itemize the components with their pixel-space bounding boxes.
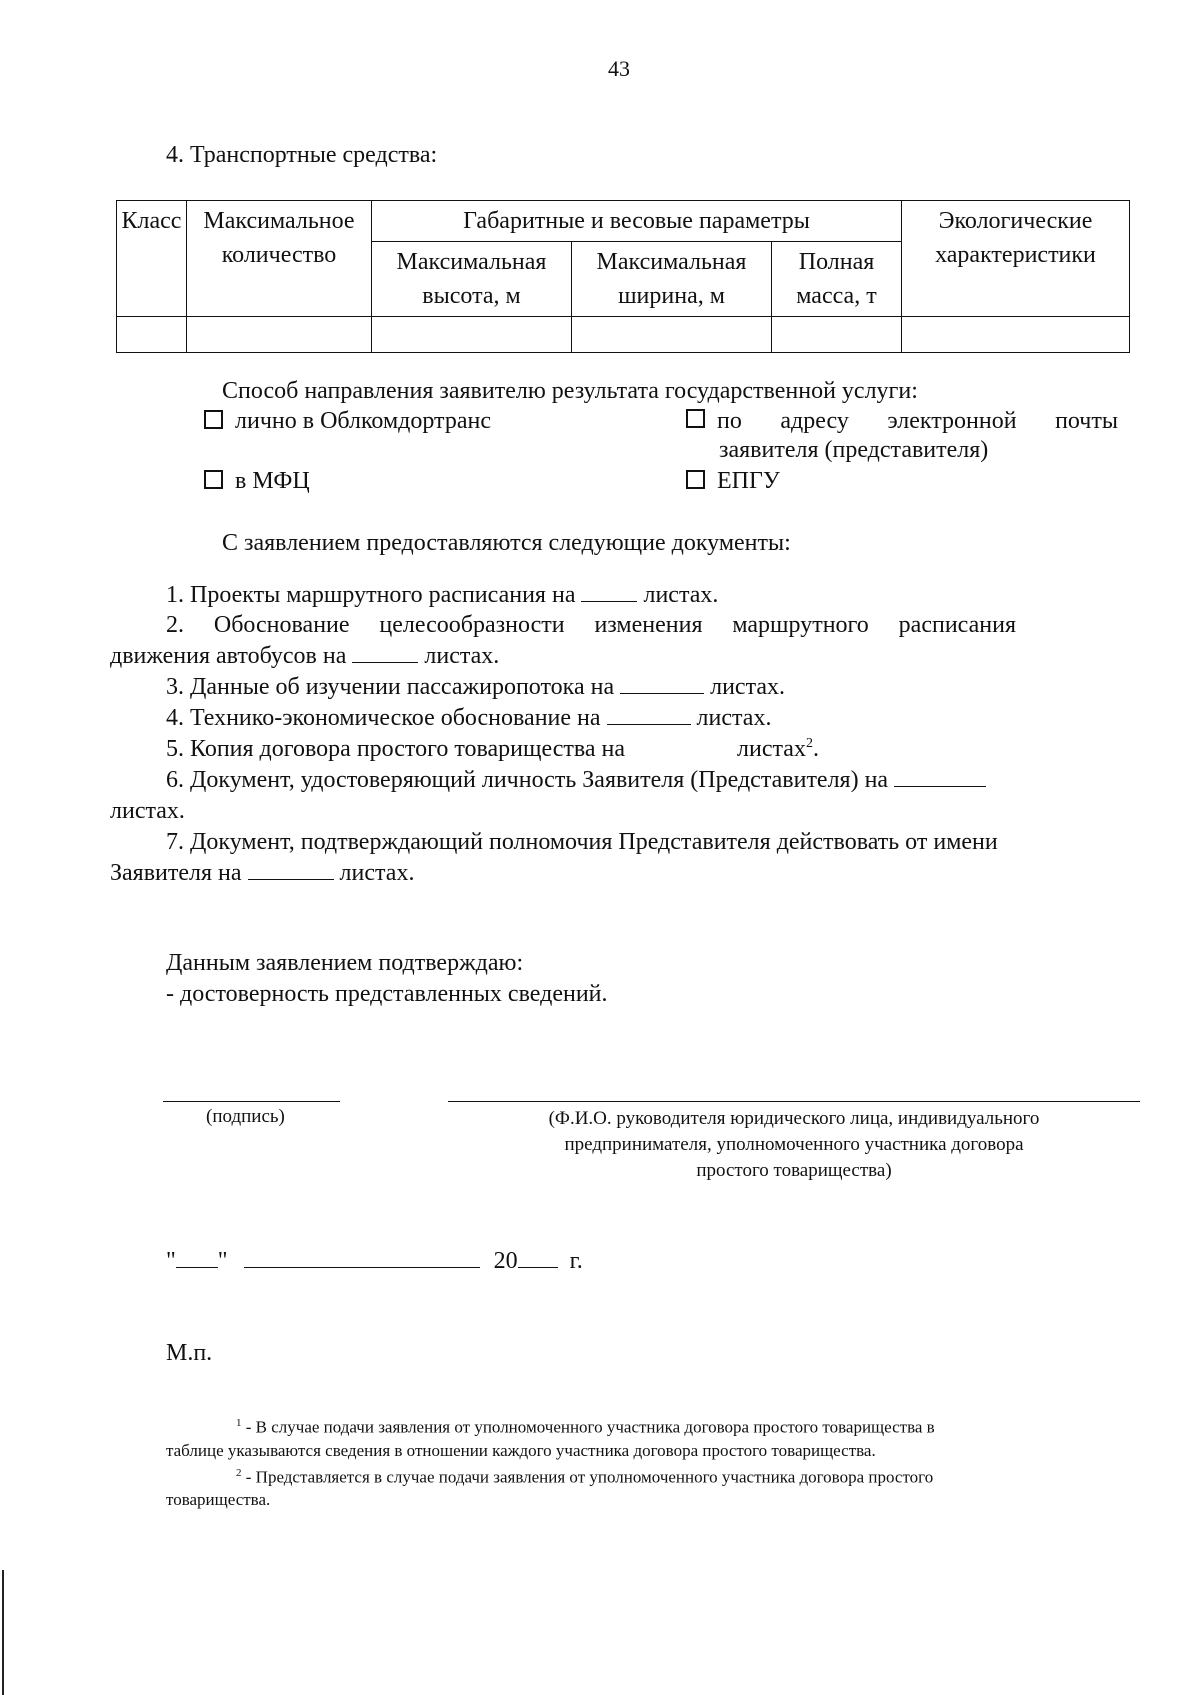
table-cell[interactable] [572,317,772,353]
pages-blank[interactable] [607,706,691,725]
header-eco: Экологические характеристики [902,201,1130,317]
day-blank[interactable] [176,1249,218,1268]
document-item-7: 7. Документ, подтверждающий полномочия Представителя действовать от имени [166,829,998,855]
table-row [117,317,1130,353]
table-header-row-1 [117,201,1130,242]
year-blank[interactable] [518,1249,558,1268]
option-label-continued: заявителя (представителя) [719,437,989,463]
option-label: в МФЦ [235,468,310,494]
header-max-count: Максимальное количество [187,201,372,317]
date-line: " " 20 г. [166,1248,583,1274]
footnote-2-line-2: товарищества. [166,1490,271,1510]
table-cell[interactable] [902,317,1130,353]
footnotes [166,1412,935,1511]
checbox-icon[interactable] [686,409,705,428]
scan-edge [2,1570,4,1695]
option-label: лично в Облкомдортранс [235,408,491,434]
document-item-7-cont: Заявителя на листах. [110,860,415,886]
confirm-line-2: - достоверность представленных сведений. [166,981,608,1007]
fio-caption: (Ф.И.О. руководителя юридического лица, индивидуального предпринимателя, уполномоченного участника договора простого товарищества) [548,1108,1040,1181]
delivery-option-epgu[interactable] [686,468,780,495]
table-cell[interactable] [117,317,187,353]
footnote-1-line-1: $^1$ - В случае подачи заявления от уполномоченного участника договора простого товарищества в [236,1417,935,1437]
option-label: ЕПГУ [717,468,780,494]
pages-blank[interactable] [894,768,986,787]
document-item-3: 3. Данные об изучении пассажиропотока на листах. [166,674,785,700]
documents-heading: С заявлением предоставляются следующие документы: [222,530,791,556]
delivery-heading: Способ направления заявителю результата государственной услуги: [222,378,918,404]
option-label: по адресу электронной почты [717,408,1118,434]
pages-blank[interactable] [352,644,418,663]
delivery-option-mfc[interactable] [204,468,310,495]
pages-blank[interactable] [620,675,704,694]
document-item-6-cont: листах. [110,798,185,824]
document-item-6: 6. Документ, удостоверяющий личность Заявителя (Представителя) на [166,767,986,794]
month-blank[interactable] [244,1249,480,1268]
header-max-height: Максимальная высота, м [372,242,572,317]
header-max-width: Максимальная ширина, м [572,242,772,317]
signature-caption: (подпись) [206,1106,285,1127]
table-cell[interactable] [187,317,372,353]
checkbox-icon[interactable] [204,470,223,489]
table-cell[interactable] [772,317,902,353]
document-item-2-cont: движения автобусов на листах. [110,643,500,669]
checkbox-icon[interactable] [204,410,223,429]
document-item-4: 4. Технико-экономическое обоснование на листах. [166,705,772,731]
table-cell[interactable] [372,317,572,353]
page-number: 43 [608,56,630,81]
pages-blank[interactable] [581,583,637,602]
confirm-line-1: Данным заявлением подтверждаю: [166,950,524,976]
pages-blank[interactable] [248,861,334,880]
footnote-1-line-2: таблице указываются сведения в отношении каждого участника договора простого товарищества. [166,1440,876,1460]
signature-line[interactable] [163,1101,340,1102]
delivery-option-email[interactable] [686,408,1118,464]
footnote-2-line-1: $^2$ - Представляется в случае подачи заявления от уполномоченного участника договора простого [236,1466,934,1487]
document-item-5: 5. Копия договора простого товарищества на листах$^2$. [166,736,819,762]
footnote-ref: 2 [805,736,813,751]
header-class: Класс [117,201,187,317]
fio-line[interactable] [448,1101,1140,1102]
seal-place: М.п. [166,1340,213,1366]
delivery-option-personal[interactable] [204,408,491,435]
checkbox-icon[interactable] [686,470,705,489]
section-heading: 4. Транспортные средства: [166,142,438,168]
document-item-2: 2. Обоснование целесообразности изменения маршрутного расписания [166,612,1016,638]
header-dimensions: Габаритные и весовые параметры [372,201,902,242]
document-item-1: 1. Проекты маршрутного расписания на листах. [166,582,719,608]
header-total-mass: Полная масса, т [772,242,902,317]
vehicles-table [116,200,1130,353]
